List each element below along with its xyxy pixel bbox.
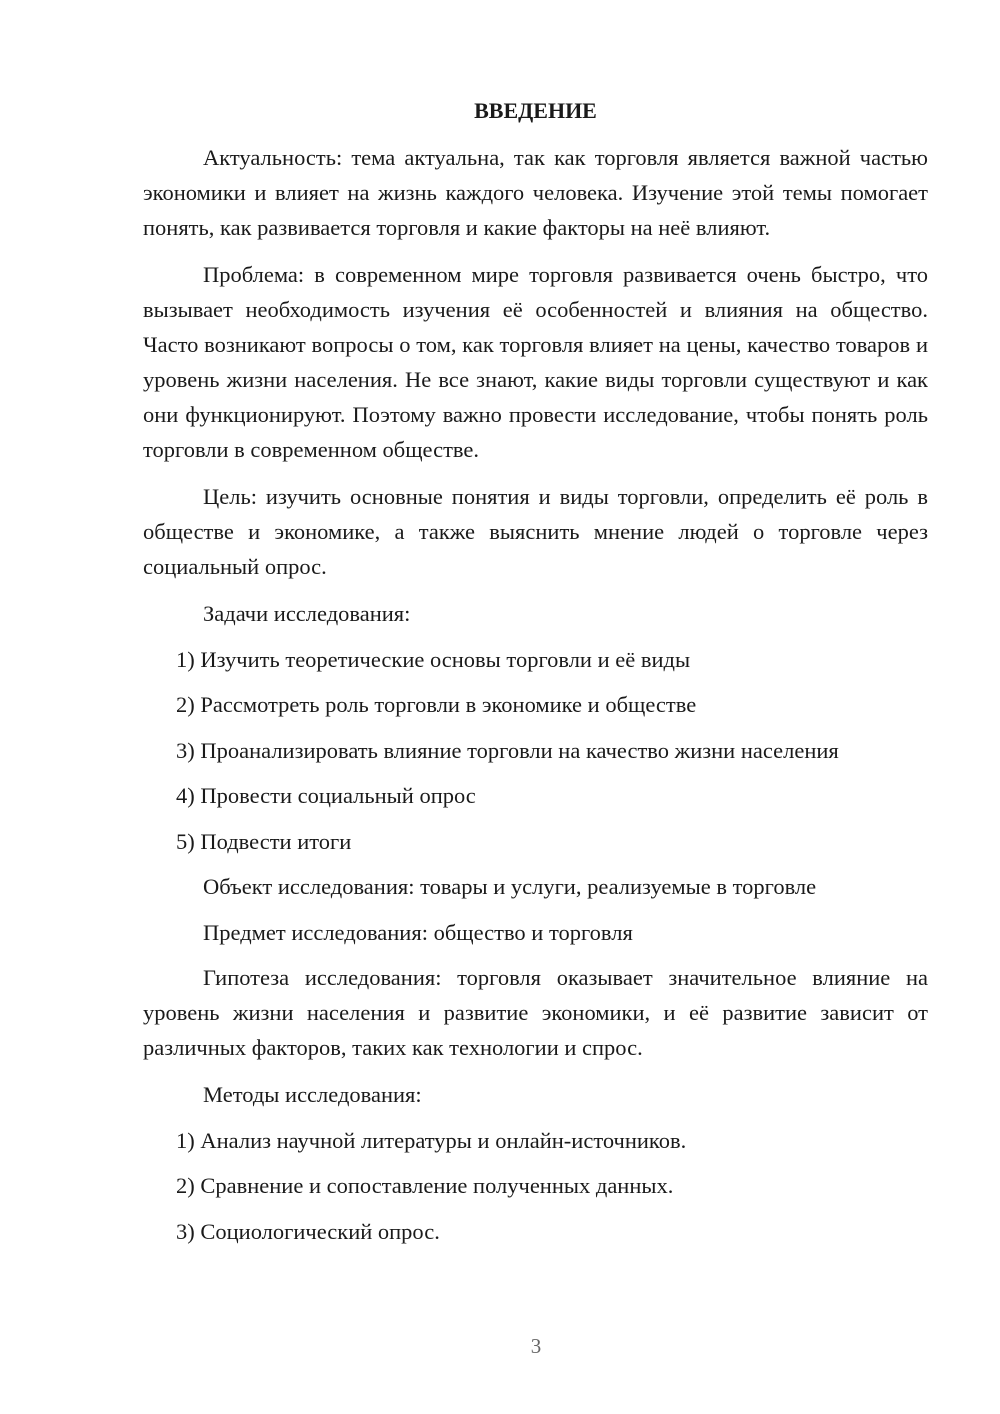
problem-paragraph: Проблема: в современном мире торговля развивается очень быстро, что вызывает необходимость изучения её особенностей и влияния на общество. Часто возникают вопросы о том, как торговля влияет на цены, качество товаров и уровень жизни населения. Не все знают, какие виды торговли существуют и как они функционируют. Поэтому важно провести исследование, чтобы понять роль торговли в современном обществе. — [143, 262, 928, 462]
task-item: 2) Рассмотреть роль торговли в экономике и обществе — [176, 692, 697, 717]
task-item: 1) Изучить теоретические основы торговли и её виды — [176, 646, 691, 672]
section-title: ВВЕДЕНИЕ — [474, 98, 597, 123]
method-item: 1) Анализ научной литературы и онлайн-источников. — [176, 1127, 687, 1153]
page-content — [143, 96, 928, 1259]
task-item: 5) Подвести итоги — [176, 828, 352, 854]
tasks-list — [143, 642, 928, 859]
tasks-heading: Задачи исследования: — [203, 601, 411, 626]
method-item: 3) Социологический опрос. — [176, 1218, 440, 1244]
task-item: 3) Проанализировать влияние торговли на качество жизни населения — [176, 737, 839, 763]
relevance-paragraph: Актуальность: тема актуальна, так как торговля является важной частью экономики и влияет на жизнь каждого человека. Изучение этой темы помогает понять, как развивается торговля и какие факторы на неё влияют. — [143, 145, 928, 240]
research-object: Объект исследования: товары и услуги, реализуемые в торговле — [203, 874, 817, 899]
methods-heading: Методы исследования: — [203, 1082, 422, 1107]
goal-paragraph: Цель: изучить основные понятия и виды торговли, определить её роль в обществе и экономике, а также выяснить мнение людей о торговле через социальный опрос. — [143, 484, 928, 579]
method-item: 2) Сравнение и сопоставление полученных данных. — [176, 1173, 674, 1198]
hypothesis-paragraph: Гипотеза исследования: торговля оказывает значительное влияние на уровень жизни населения и развитие экономики, и её развитие зависит от различных факторов, таких как технологии и спрос. — [143, 965, 928, 1060]
page-number: 3 — [530, 1334, 542, 1358]
research-subject: Предмет исследования: общество и торговля — [203, 919, 633, 945]
task-item: 4) Провести социальный опрос — [176, 783, 476, 808]
methods-list — [143, 1123, 928, 1249]
